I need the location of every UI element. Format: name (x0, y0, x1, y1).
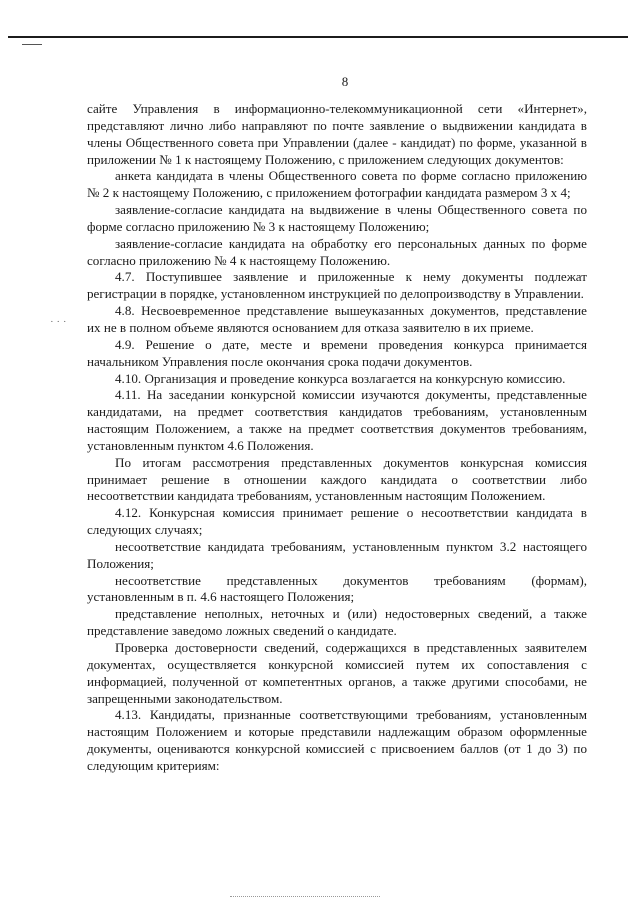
scan-edge-mark (22, 44, 42, 45)
paragraph: 4.7. Поступившее заявление и приложенные к нему документы подлежат регистрации в порядке, установленном инструкцией по делопроизводству в Управлении. (87, 269, 587, 302)
document-body (87, 101, 587, 775)
paragraph: анкета кандидата в члены Общественного совета по форме согласно приложению № 2 к настоящему Положению, с приложением фотографии кандидата размером 3 х 4; (87, 168, 587, 201)
page-number: 8 (341, 74, 349, 89)
paragraph: 4.8. Несвоевременное представление вышеуказанных документов, представление их не в полном объеме являются основанием для отказа заявителю в их приеме. (87, 303, 587, 335)
paragraph: заявление-согласие кандидата на выдвижение в члены Общественного совета по форме согласно приложению № 3 к настоящему Положению; (87, 202, 587, 234)
paragraph: несоответствие кандидата требованиям, установленным пунктом 3.2 настоящего Положения; (87, 538, 587, 571)
paragraph: По итогам рассмотрения представленных документов конкурсная комиссия принимает решение в отношении каждого кандидата о соответствии либо несоответствии кандидата требованиям, установленным настоящим Положением. (87, 454, 587, 504)
margin-marks: ˙ ˙ ˙ (50, 319, 67, 331)
paragraph: сайте Управления в информационно-телекоммуникационной сети «Интернет», представляют лично либо направляют по почте заявление о выдвижении кандидата в члены Общественного совета при Управлении (далее - кандидат) по форме, указанной в приложении № 1 к настоящему Положению, с приложением следующих документов: (87, 101, 587, 167)
paragraph: 4.10. Организация и проведение конкурса возлагается на конкурсную комиссию. (115, 370, 566, 386)
scan-bottom-marks (230, 896, 380, 901)
paragraph: заявление-согласие кандидата на обработку его персональных данных по форме согласно приложению № 4 к настоящему Положению. (87, 235, 587, 268)
paragraph: 4.9. Решение о дате, месте и времени проведения конкурса принимается начальником Управления после окончания срока подачи документов. (87, 336, 587, 369)
paragraph: 4.11. На заседании конкурсной комиссии изучаются документы, представленные кандидатами, на предмет соответствия кандидатов требованиям, установленным настоящим Положением, а также на предмет соответствия документов требованиям, установленным пунктом 4.6 Положения. (87, 387, 587, 453)
paragraph: Проверка достоверности сведений, содержащихся в представленных заявителем документах, осуществляется конкурсной комиссией путем их сопоставления с информацией, полученной от компетентных органов, а также другими способами, не запрещенными законодательством. (87, 640, 587, 706)
paragraph: несоответствие представленных документов требованиям (формам), установленным в п. 4.6 настоящего Положения; (87, 572, 587, 605)
paragraph: представление неполных, неточных и (или) недостоверных сведений, а также представление заведомо ложных сведений о кандидате. (87, 606, 587, 639)
scan-edge-line (8, 36, 628, 38)
paragraph: 4.12. Конкурсная комиссия принимает решение о несоответствии кандидата в следующих случаях; (87, 505, 587, 538)
paragraph: 4.13. Кандидаты, признанные соответствующими требованиям, установленным настоящим Положением и которые представили надлежащим образом оформленные документы, оцениваются конкурсной комиссией с присвоением баллов (от 1 до 3) по следующим критериям: (87, 707, 587, 773)
